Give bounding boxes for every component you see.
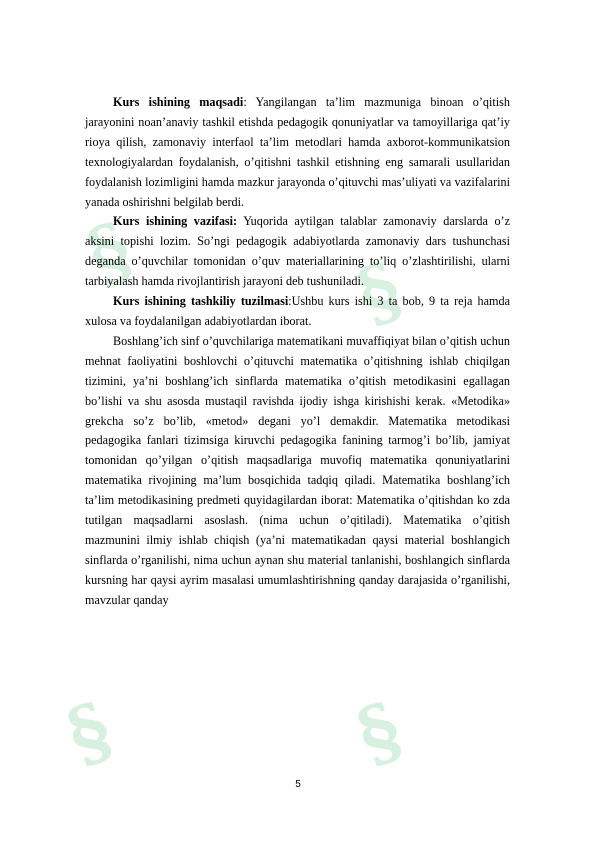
- paragraph-label: Kurs ishining tashkiliy tuzilmasi: [113, 294, 289, 309]
- paragraph-structure: [85, 292, 510, 332]
- body-text: [85, 93, 510, 611]
- paragraph-text: : Yangilangan ta’lim mazmuniga binoan o’qitish jarayonini noan’anaviy tashkil etishda pedagogik qonuniyatlar va tamoyillariga qat’iy rioya qilish, zamonaviy interfaol ta’lim metodlari hamda axborot-kommunikatsion texnologiyalardan foydalanish, o’qitishni tashkil etishning eng samarali usullaridan foydalanish lozimligini hamda mazkur jarayonda o’qituvchi mas’uliyati va vazifalarini yanada oshirishni belgilab berdi.: [85, 95, 511, 209]
- paragraph-text: :Ushbu kurs ishi 3 ta bob, 9 ta reja hamda xulosa va foydalanilgan adabiyotlardan iborat.: [85, 294, 510, 328]
- page-number: 5: [295, 779, 301, 790]
- paragraph-tasks: [85, 212, 510, 292]
- paragraph-label: Kurs ishining maqsadi: [113, 95, 244, 109]
- watermark-section-sign: §: [346, 245, 413, 341]
- watermark-section-sign: §: [346, 685, 413, 781]
- paragraph-purpose: [85, 93, 510, 212]
- watermark-section-sign: §: [56, 685, 123, 781]
- paragraph-text: Yuqorida aytilgan talablar zamonaviy darslarda o’z aksini topishi lozim. So’ngi pedagogik adabiyotlarda zamonaviy dars tushunchasi deganda o’quvchilar tomonidan o’quv materiallarining to’liq o’zlashtirilishi, ularni tarbiyalash hamda rivojlantirish jarayoni deb tushuniladi.: [85, 214, 511, 289]
- paragraph-methodology: [85, 332, 510, 611]
- paragraph-text: Boshlang’ich sinf o’quvchilariga matematikani muvaffiqiyat bilan o’qitish uchun mehnat faoliyatini boshlovchi o’qituvchi matematika o’qitishning ishlab chiqilgan tizimini, ya’ni boshlang’ich sinflarda matematika o’qitish metodikasini egallagan bo’lishi va shu asosda mustaqil ravishda ijodiy ishga kirishishi kerak. «Metodika» grekcha so’z bo’lib, «metod» degani yo’l demakdir. Matematika metodikasi pedagogika fanlari tizimsiga kiruvchi pedagogika fanining tarmog’i bo’lib, jamiyat tomonidan qo’yilgan o’qitish maqsadlariga muvofiq matematika qonuniyatlarini matematika rivojining ma’lum bosqichida tadqiq qiladi. Matematika boshlang’ich ta’lim metodikasining predmeti quyidagilardan iborat: Matematika o’qitishdan ko zda tutilgan maqsadlarni asoslash. (nima uchun o’qitiladi). Matematika o’qitish mazmunini ilmiy ishlab chiqish (ya’ni matematikadan qaysi material boshlangich sinflarda o’rganilishi, nima uchun aynan shu material tanlanishi, boshlangich sinflarda kursning har qaysi ayrim masalasi umumlashtirishning qanday darajasida o’rganilishi, mavzular qanday: [85, 333, 510, 607]
- paragraph-label: Kurs ishining vazifasi:: [113, 214, 238, 229]
- watermark-section-sign: §: [76, 205, 143, 301]
